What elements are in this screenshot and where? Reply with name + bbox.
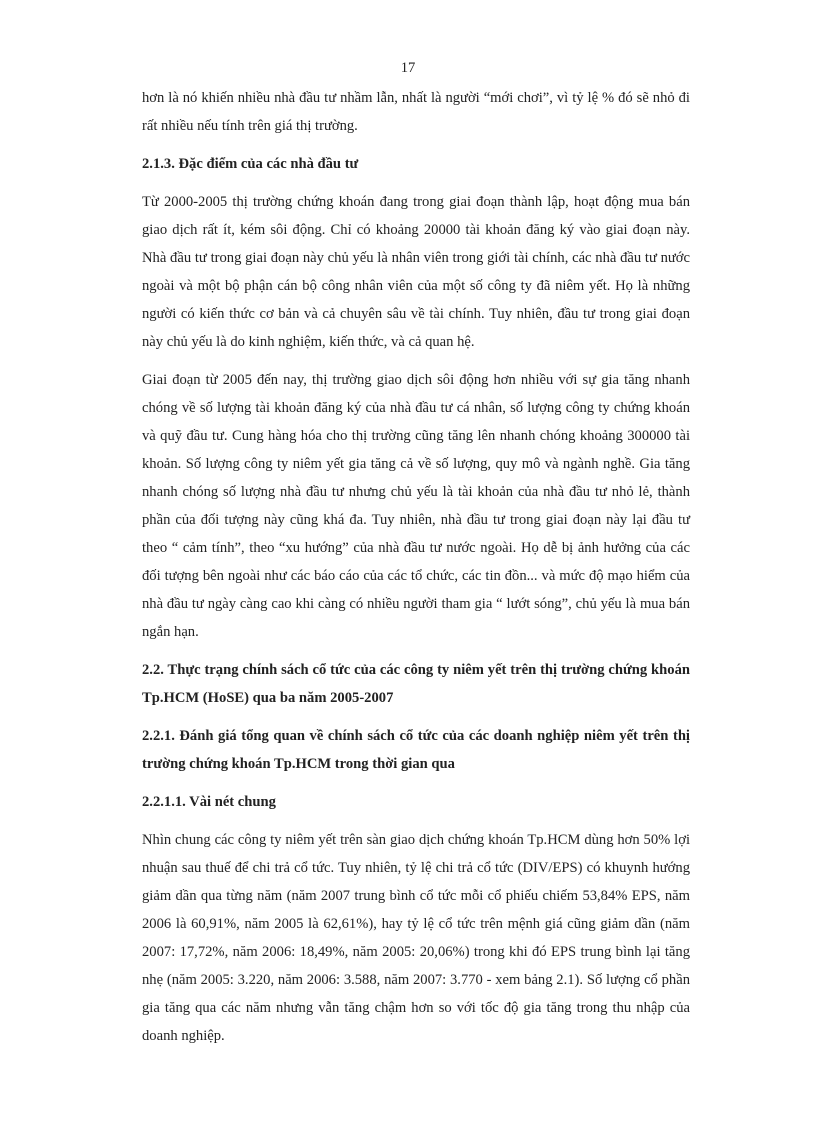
paragraph-investors-2000-2005: Từ 2000-2005 thị trường chứng khoán đang trong giai đoạn thành lập, hoạt động mua bán giao dịch rất ít, kém sôi động. Chỉ có khoảng 20000 tài khoản đăng ký vào giai đoạn này. Nhà đầu tư trong giai đoạn này chủ yếu là nhân viên trong giới tài chính, các nhà đầu tư nước ngoài và một bộ phận cán bộ công nhân viên của một số công ty đã niêm yết. Họ là những người có kiến thức cơ bản và cả chuyên sâu về tài chính. Tuy nhiên, đầu tư trong giai đoạn này chủ yếu là do kinh nghiệm, kiến thức, và cả quan hệ. bbox=[142, 194, 690, 350]
paragraph-continuation: hơn là nó khiến nhiều nhà đầu tư nhầm lẫn, nhất là người “mới chơi”, vì tỷ lệ % đó sẽ nhỏ đi rất nhiều nếu tính trên giá thị trường. bbox=[142, 90, 690, 134]
heading-2-2-1: 2.2.1. Đánh giá tổng quan về chính sách cổ tức của các doanh nghiệp niêm yết trên thị trường chứng khoán Tp.HCM trong thời gian qua bbox=[142, 728, 690, 772]
paragraph-investors-2005-present: Giai đoạn từ 2005 đến nay, thị trường giao dịch sôi động hơn nhiều với sự gia tăng nhanh chóng về số lượng tài khoản đăng ký của nhà đầu tư cá nhân, số lượng công ty chứng khoán và quỹ đầu tư. Cung hàng hóa cho thị trường cũng tăng lên nhanh chóng khoảng 300000 tài khoản. Số lượng công ty niêm yết gia tăng cả về số lượng, quy mô và ngành nghề. Gia tăng nhanh chóng số lượng nhà đầu tư nhưng chủ yếu là tài khoản của nhà đầu tư nhỏ lẻ, thành phần của đối tượng này cũng khá đa. Tuy nhiên, nhà đầu tư trong giai đoạn này lại đầu tư theo “ cảm tính”, theo “xu hướng” của nhà đầu tư nước ngoài. Họ dễ bị ảnh hưởng của các đối tượng bên ngoài như các báo cáo của các tổ chức, các tin đồn... và mức độ mạo hiểm của nhà đầu tư ngày càng cao khi càng có nhiều người tham gia “ lướt sóng”, chủ yếu là mua bán ngắn hạn. bbox=[142, 372, 690, 640]
page-content bbox=[142, 0, 690, 1050]
heading-2-1-3: 2.1.3. Đặc điểm của các nhà đầu tư bbox=[142, 156, 359, 172]
page-number: 17 bbox=[400, 60, 416, 76]
paragraph-general-overview: Nhìn chung các công ty niêm yết trên sàn giao dịch chứng khoán Tp.HCM dùng hơn 50% lợi nhuận sau thuế để chi trả cổ tức. Tuy nhiên, tỷ lệ chi trả cổ tức (DIV/EPS) có khuynh hướng giảm dần qua từng năm (năm 2007 trung bình cổ tức mỗi cổ phiếu chiếm 53,84% EPS, năm 2006 là 60,91%, năm 2005 là 62,61%), hay tỷ lệ cổ tức trên mệnh giá cũng giảm dần (năm 2007: 17,72%, năm 2006: 18,49%, năm 2005: 20,06%) trong khi đó EPS trung bình lại tăng nhẹ (năm 2005: 3.220, năm 2006: 3.588, năm 2007: 3.770 - xem bảng 2.1). Số lượng cổ phần gia tăng qua các năm nhưng vẫn tăng chậm hơn so với tốc độ gia tăng trong thu nhập của doanh nghiệp. bbox=[142, 832, 690, 1044]
heading-2-2: 2.2. Thực trạng chính sách cổ tức của các công ty niêm yết trên thị trường chứng khoán Tp.HCM (HoSE) qua ba năm 2005-2007 bbox=[142, 662, 690, 706]
heading-2-2-1-1: 2.2.1.1. Vài nét chung bbox=[142, 794, 276, 810]
